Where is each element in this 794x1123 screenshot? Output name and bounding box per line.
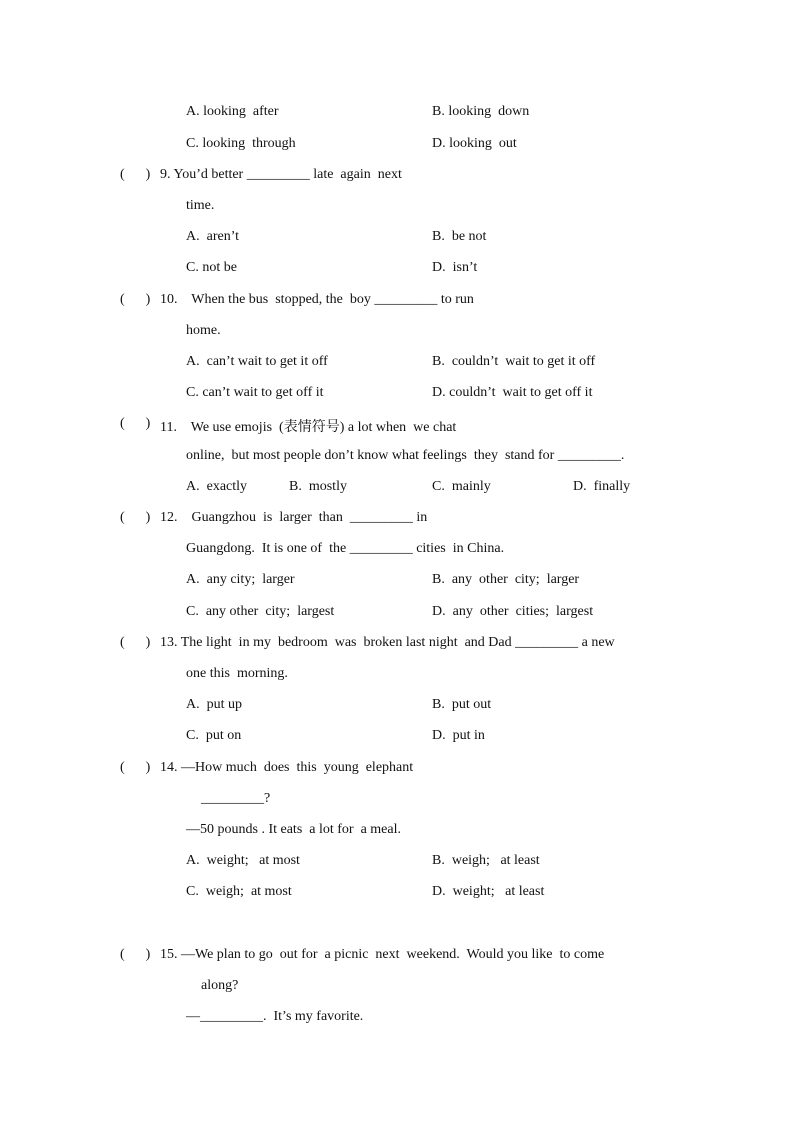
q12-stem-continued: Guangdong. It is one of the _________ cities in China. xyxy=(186,541,505,556)
q9-stem: 9. You’d better _________ late again next xyxy=(160,167,402,182)
q14-option-b: B. weigh; at least xyxy=(432,853,540,868)
q10-option-c: C. can’t wait to get off it xyxy=(186,385,324,400)
q14-option-c: C. weigh; at most xyxy=(186,884,292,899)
q11-option-a: A. exactly xyxy=(186,479,248,494)
q12-stem: 12. Guangzhou is larger than _________ in xyxy=(160,510,428,525)
q11-option-b: B. mostly xyxy=(289,479,347,494)
q14-answer-blank[interactable]: ( ) xyxy=(120,760,151,775)
q9-option-c: C. not be xyxy=(186,260,237,275)
q9-answer-blank[interactable]: ( ) xyxy=(120,167,151,182)
q11-stem-continued: online, but most people don’t know what feelings they stand for _________. xyxy=(186,448,625,463)
q10-option-a: A. can’t wait to get it off xyxy=(186,354,328,369)
q14-stem-continued: _________? xyxy=(201,791,271,806)
q15-reply: —_________. It’s my favorite. xyxy=(186,1009,364,1024)
q10-stem-continued: home. xyxy=(186,323,221,338)
q9-stem-continued: time. xyxy=(186,198,215,213)
q12-option-c: C. any other city; largest xyxy=(186,604,335,619)
q10-answer-blank[interactable]: ( ) xyxy=(120,292,151,307)
q10-stem: 10. When the bus stopped, the boy _________ to run xyxy=(160,292,474,307)
q8-option-d: D. looking out xyxy=(432,136,517,151)
q8-option-b: B. looking down xyxy=(432,104,530,119)
q13-option-c: C. put on xyxy=(186,728,242,743)
q15-stem-continued: along? xyxy=(201,978,239,993)
q9-option-d: D. isn’t xyxy=(432,260,478,275)
q14-stem: 14. —How much does this young elephant xyxy=(160,760,414,775)
q10-option-b: B. couldn’t wait to get it off xyxy=(432,354,596,369)
q14-option-a: A. weight; at most xyxy=(186,853,300,868)
q13-option-a: A. put up xyxy=(186,697,242,712)
q13-answer-blank[interactable]: ( ) xyxy=(120,635,151,650)
q15-answer-blank[interactable]: ( ) xyxy=(120,947,151,962)
q14-option-d: D. weight; at least xyxy=(432,884,545,899)
q11-option-c: C. mainly xyxy=(432,479,491,494)
q12-option-a: A. any city; larger xyxy=(186,572,295,587)
q14-reply: —50 pounds . It eats a lot for a meal. xyxy=(186,822,402,837)
q11-option-d: D. finally xyxy=(573,479,631,494)
q13-stem: 13. The light in my bedroom was broken last night and Dad _________ a new xyxy=(160,635,615,650)
q12-option-b: B. any other city; larger xyxy=(432,572,580,587)
q12-option-d: D. any other cities; largest xyxy=(432,604,594,619)
q15-stem: 15. —We plan to go out for a picnic next weekend. Would you like to come xyxy=(160,947,605,962)
q11-answer-blank[interactable]: ( ) xyxy=(120,416,151,431)
q11-stem: 11. We use emojis (表情符号) a lot when we chat xyxy=(160,420,457,435)
q10-option-d: D. couldn’t wait to get off it xyxy=(432,385,593,400)
q13-option-b: B. put out xyxy=(432,697,492,712)
q12-answer-blank[interactable]: ( ) xyxy=(120,510,151,525)
q8-option-a: A. looking after xyxy=(186,104,279,119)
q13-stem-continued: one this morning. xyxy=(186,666,288,681)
q13-option-d: D. put in xyxy=(432,728,485,743)
q9-option-b: B. be not xyxy=(432,229,487,244)
q9-option-a: A. aren’t xyxy=(186,229,239,244)
q8-option-c: C. looking through xyxy=(186,136,296,151)
